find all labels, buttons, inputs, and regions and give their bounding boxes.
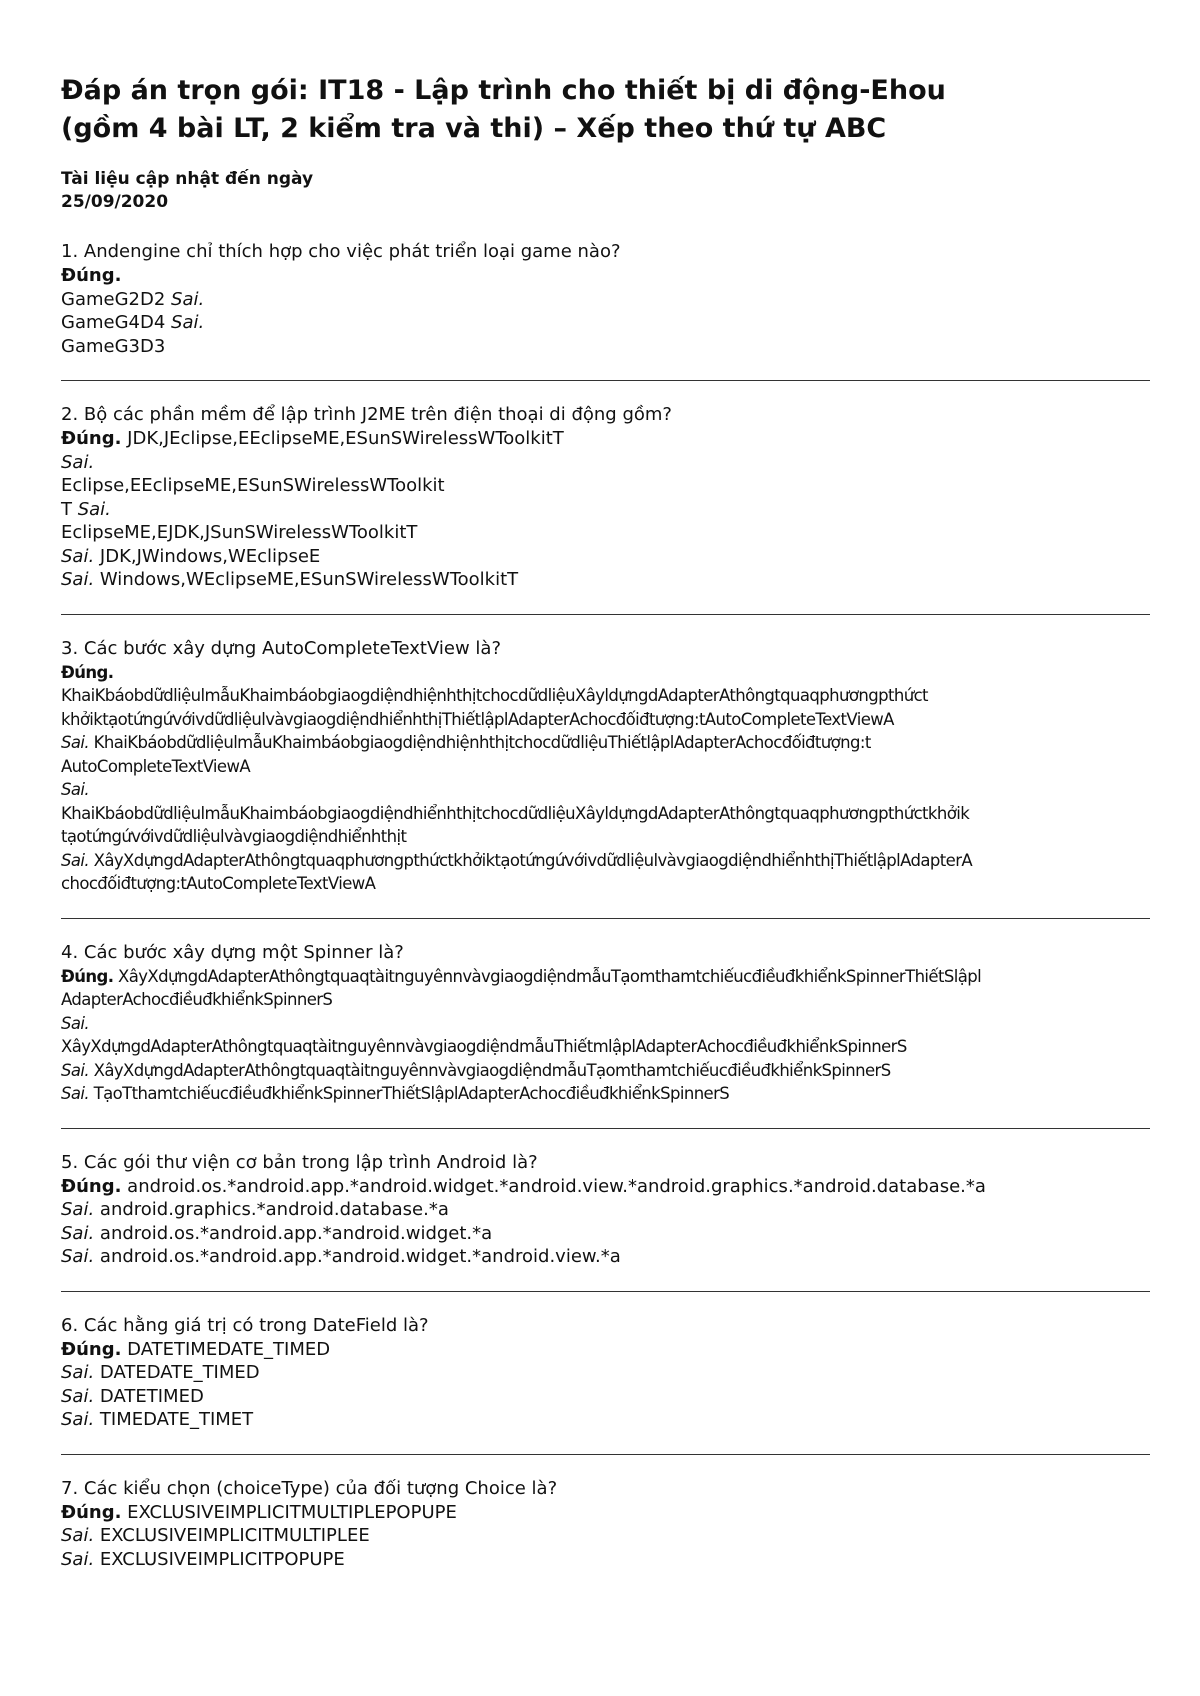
answer-line: [61, 1059, 1150, 1083]
wrong-label: Sai.: [77, 498, 111, 520]
answer-text: EclipseME,EJDK,JSunSWirelessWToolkitT: [61, 522, 418, 543]
answer-text: KhaiKbáobdữdliệulmẫuKhaimbáobgiaogdiệndhiệnhthịtchocdữdliệuThiếtlậplAdapterAchocđốiđtượng:t: [89, 733, 871, 752]
answer-text: GameG4D4: [61, 312, 172, 333]
wrong-label: Sai.: [61, 1548, 95, 1570]
answer-line: [61, 1245, 1150, 1269]
answer-text: AdapterAchocđiềuđkhiểnkSpinnerS: [61, 990, 333, 1009]
answer-text: android.graphics.*android.database.*a: [94, 1199, 449, 1220]
title-line-1: Đáp án trọn gói: IT18 - Lập trình cho thiết bị di động-Ehou: [61, 75, 946, 106]
answer-text: EXCLUSIVEIMPLICITMULTIPLEE: [94, 1525, 370, 1546]
answer-options: [61, 1338, 1150, 1432]
question-text: [61, 1314, 1150, 1338]
wrong-label: Sai.: [61, 1013, 90, 1033]
answer-line: [61, 474, 1150, 498]
update-label: Tài liệu cập nhật đến ngày: [61, 169, 314, 189]
question-block: [61, 1314, 1150, 1432]
answer-line: [61, 264, 1150, 288]
answer-line: [61, 778, 1150, 802]
answer-line: [61, 427, 1150, 451]
question-number: 5.: [61, 1151, 84, 1173]
answer-line: [61, 545, 1150, 569]
answer-text: DATETIMED: [94, 1385, 204, 1407]
answer-text: EXCLUSIVEIMPLICITPOPUPE: [94, 1548, 345, 1570]
correct-label: Đúng.: [61, 662, 114, 682]
answer-text: GameG2D2: [61, 288, 172, 310]
answer-text: JDK,JWindows,WEclipseE: [94, 545, 321, 567]
answer-text: XâyXdựngdAdapterAthôngtquaqphươngpthứctkhởiktạotứngứvớivdữdliệulvàvgiaogdiệndhiểnhthịThiếtlậplAdapterA: [89, 850, 973, 870]
wrong-label: Sai.: [61, 780, 90, 799]
wrong-label: Sai.: [61, 1222, 95, 1244]
answer-text: DATETIMEDATE_TIMED: [121, 1338, 331, 1360]
answer-text: tạotứngứvớivdữdliệulvàvgiaogdiệndhiểnhthịt: [61, 827, 407, 846]
answer-line: [61, 1524, 1150, 1548]
question-block: [61, 403, 1150, 592]
wrong-label: Sai.: [61, 1199, 95, 1220]
document-title: [61, 72, 1150, 148]
answer-line: [61, 849, 1150, 873]
question-block: [61, 1151, 1150, 1269]
answer-text: android.os.*android.app.*android.widget.*android.view.*a: [94, 1246, 621, 1267]
answer-line: [61, 1012, 1150, 1036]
answer-line: [61, 288, 1150, 312]
answer-text: XâyXdựngdAdapterAthôngtquaqtàitnguyênnvàvgiaogdiệndmẫuTạomthamtchiếucđiềuđkhiểnkSpinnerThiếtSlậpl: [113, 966, 982, 986]
wrong-label: Sai.: [61, 451, 95, 473]
answer-line: [61, 1501, 1150, 1525]
answer-text: TạoTthamtchiếucđiềuđkhiểnkSpinnerThiếtSlậplAdapterAchocđiềuđkhiểnkSpinnerS: [89, 1084, 730, 1103]
question-number: 6.: [61, 1314, 84, 1336]
answer-text: android.os.*android.app.*android.widget.*android.view.*android.graphics.*android.database.*a: [121, 1175, 986, 1197]
answer-line: [61, 568, 1150, 592]
question-divider: [61, 1128, 1150, 1129]
answer-text: TIMEDATE_TIMET: [94, 1409, 254, 1430]
answer-text: XâyXdựngdAdapterAthôngtquaqtàitnguyênnvàvgiaogdiệndmẫuTạomthamtchiếucđiềuđkhiểnkSpinnerS: [89, 1060, 891, 1080]
answer-options: [61, 965, 1150, 1106]
question-divider: [61, 918, 1150, 919]
correct-label: Đúng.: [61, 1175, 122, 1197]
question-prompt: Các hằng giá trị có trong DateField là?: [83, 1314, 429, 1336]
answer-text: Eclipse,EEclipseME,ESunSWirelessWToolkit: [61, 475, 445, 496]
answer-line: [61, 1175, 1150, 1199]
question-list: [61, 240, 1150, 1571]
answer-line: [61, 965, 1150, 989]
question-text: [61, 637, 1150, 661]
answer-text: T: [61, 498, 78, 520]
question-prompt: Bộ các phần mềm để lập trình J2ME trên điện thoại di động gồm?: [83, 404, 672, 425]
wrong-label: Sai.: [61, 1084, 90, 1103]
correct-label: Đúng.: [61, 966, 114, 986]
answer-line: [61, 1408, 1150, 1432]
answer-line: [61, 661, 1150, 685]
answer-line: [61, 1198, 1150, 1222]
answer-text: Windows,WEclipseME,ESunSWirelessWToolkitT: [94, 569, 519, 590]
answer-options: [61, 427, 1150, 592]
question-text: [61, 1477, 1150, 1501]
title-line-2: (gồm 4 bài LT, 2 kiểm tra và thi) – Xếp theo thứ tự ABC: [61, 113, 887, 144]
answer-text: XâyXdựngdAdapterAthôngtquaqtàitnguyênnvàvgiaogdiệndmẫuThiếtmlậplAdapterAchocđiềuđkhiểnkSpinnerS: [61, 1037, 907, 1056]
answer-text: EXCLUSIVEIMPLICITMULTIPLEPOPUPE: [121, 1501, 457, 1523]
question-block: [61, 941, 1150, 1106]
answer-line: [61, 1361, 1150, 1385]
wrong-label: Sai.: [61, 569, 95, 590]
answer-line: [61, 1082, 1150, 1106]
answer-text: chocđốiđtượng:tAutoCompleteTextViewA: [61, 874, 376, 893]
answer-line: [61, 755, 1150, 779]
correct-label: Đúng.: [61, 1338, 122, 1360]
answer-options: [61, 1501, 1150, 1572]
wrong-label: Sai.: [61, 545, 95, 567]
wrong-label: Sai.: [61, 1385, 95, 1407]
wrong-label: Sai.: [61, 1060, 90, 1080]
answer-text: KhaiKbáobdữdliệulmẫuKhaimbáobgiaogdiệndhiệnhthịtchocdữdliệuXâyldựngdAdapterAthôngtquaqphươngpthứct: [61, 686, 928, 705]
question-prompt: Andengine chỉ thích hợp cho việc phát triển loại game nào?: [83, 241, 621, 262]
question-block: [61, 637, 1150, 896]
answer-line: [61, 1548, 1150, 1572]
question-number: 3.: [61, 637, 84, 659]
wrong-label: Sai.: [61, 1362, 95, 1383]
question-prompt: Các kiểu chọn (choiceType) của đối tượng Choice là?: [83, 1477, 558, 1499]
answer-line: [61, 988, 1150, 1012]
correct-label: Đúng.: [61, 428, 122, 449]
question-number: 2.: [61, 404, 84, 425]
answer-line: [61, 1385, 1150, 1409]
question-prompt: Các bước xây dựng AutoCompleteTextView là?: [83, 637, 501, 659]
wrong-label: Sai.: [61, 733, 90, 752]
answer-text: DATEDATE_TIMED: [94, 1362, 260, 1383]
question-text: [61, 240, 1150, 264]
answer-line: [61, 708, 1150, 732]
answer-line: [61, 825, 1150, 849]
question-text: [61, 1151, 1150, 1175]
wrong-label: Sai.: [171, 312, 205, 333]
answer-line: [61, 731, 1150, 755]
update-date: 25/09/2020: [61, 192, 169, 212]
question-prompt: Các gói thư viện cơ bản trong lập trình Android là?: [83, 1151, 538, 1173]
question-block: [61, 240, 1150, 358]
answer-line: [61, 802, 1150, 826]
answer-line: [61, 684, 1150, 708]
answer-text: GameG3D3: [61, 335, 166, 357]
question-number: 1.: [61, 241, 84, 262]
question-divider: [61, 614, 1150, 615]
answer-line: [61, 498, 1150, 522]
wrong-label: Sai.: [171, 288, 205, 310]
answer-line: [61, 872, 1150, 896]
answer-text: JDK,JEclipse,EEclipseME,ESunSWirelessWToolkitT: [121, 428, 564, 449]
answer-options: [61, 661, 1150, 896]
question-block: [61, 1477, 1150, 1572]
answer-line: [61, 335, 1150, 359]
wrong-label: Sai.: [61, 850, 90, 870]
question-divider: [61, 1291, 1150, 1292]
correct-label: Đúng.: [61, 265, 122, 286]
question-prompt: Các bước xây dựng một Spinner là?: [83, 941, 404, 963]
answer-line: [61, 451, 1150, 475]
document-page: [61, 72, 1150, 1571]
answer-line: [61, 521, 1150, 545]
answer-line: [61, 1222, 1150, 1246]
answer-line: [61, 1338, 1150, 1362]
question-number: 4.: [61, 941, 84, 963]
update-note: [61, 168, 1150, 214]
answer-text: AutoCompleteTextViewA: [61, 756, 251, 776]
answer-text: android.os.*android.app.*android.widget.*a: [94, 1222, 493, 1244]
answer-text: KhaiKbáobdữdliệulmẫuKhaimbáobgiaogdiệndhiểnhthịtchocdữdliệuXâyldựngdAdapterAthôngtquaqphươngpthứctkhởik: [61, 803, 970, 823]
question-number: 7.: [61, 1477, 84, 1499]
wrong-label: Sai.: [61, 1525, 95, 1546]
answer-options: [61, 264, 1150, 358]
wrong-label: Sai.: [61, 1246, 95, 1267]
question-text: [61, 403, 1150, 427]
question-text: [61, 941, 1150, 965]
wrong-label: Sai.: [61, 1409, 95, 1430]
question-divider: [61, 380, 1150, 381]
answer-text: khởiktạotứngứvớivdữdliệulvàvgiaogdiệndhiểnhthịThiếtlậplAdapterAchocđốiđtượng:tAutoCompleteTextViewA: [61, 709, 894, 729]
question-divider: [61, 1454, 1150, 1455]
answer-options: [61, 1175, 1150, 1269]
answer-line: [61, 311, 1150, 335]
correct-label: Đúng.: [61, 1501, 122, 1523]
answer-line: [61, 1035, 1150, 1059]
